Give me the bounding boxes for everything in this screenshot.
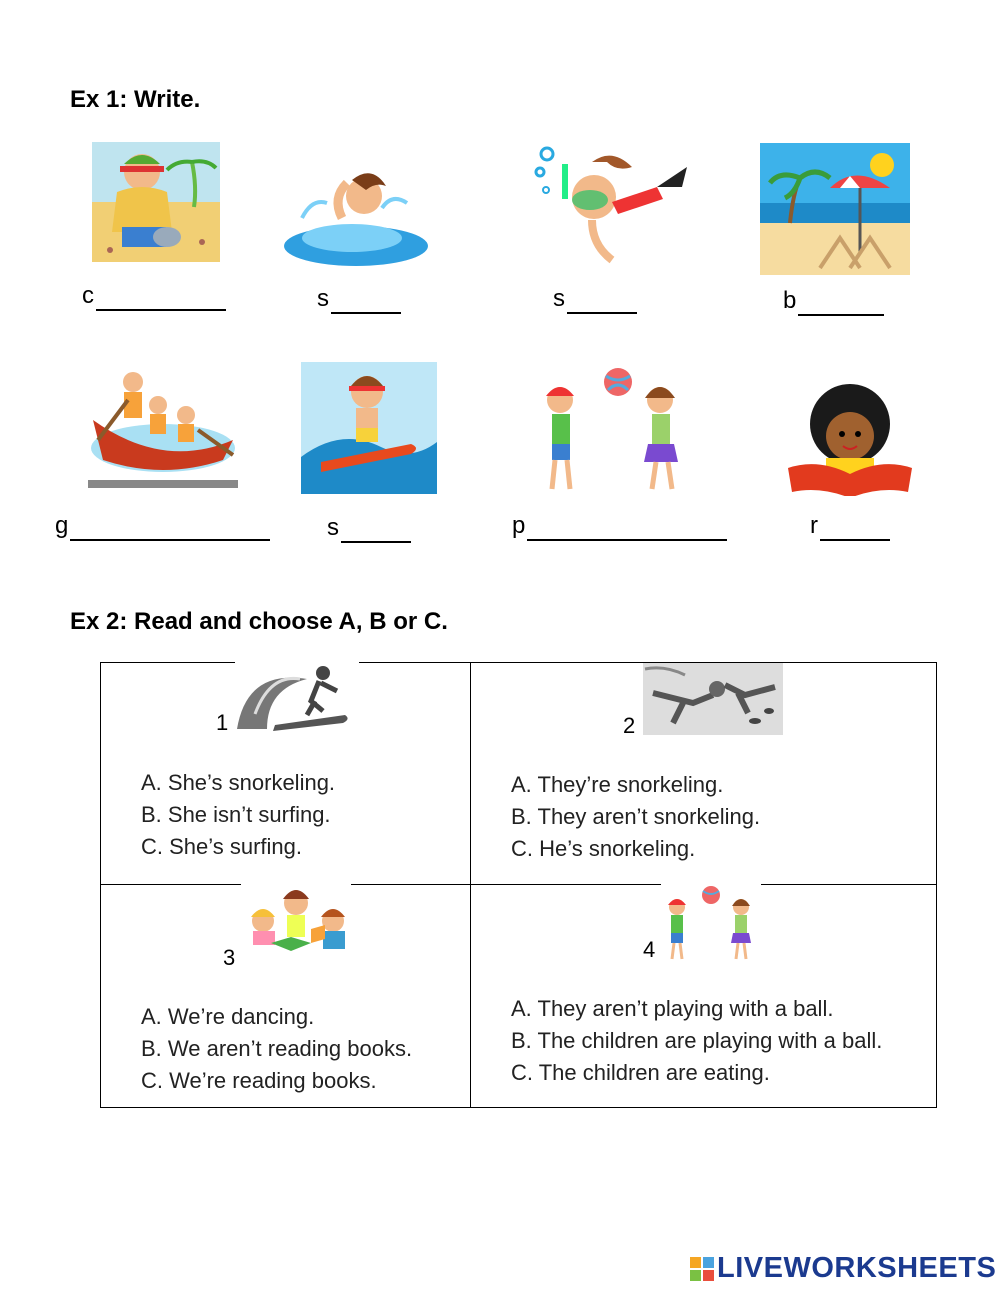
option-a[interactable]: A. They aren’t playing with a ball.	[511, 996, 834, 1021]
question-number: 3	[223, 945, 236, 970]
question-number: 2	[623, 713, 636, 738]
ex1-title: Ex 1: Write.	[70, 86, 201, 113]
playing-ball-icon	[540, 364, 698, 494]
snorkeling-icon	[532, 142, 690, 266]
option-c[interactable]: C. We’re reading books.	[141, 1068, 377, 1093]
canoe-icon	[88, 360, 238, 490]
options-list	[141, 767, 335, 863]
option-b[interactable]: B. She isn’t surfing.	[141, 802, 331, 827]
collecting-shells-icon	[92, 142, 220, 262]
ex1-blank-3: s	[553, 285, 637, 314]
answer-input-6[interactable]	[341, 519, 411, 543]
answer-input-3[interactable]	[567, 290, 637, 314]
logo-text: LIVEWORKSHEETS	[717, 1252, 997, 1284]
question-cell-3	[101, 885, 471, 1108]
answer-input-5[interactable]	[70, 517, 270, 541]
beach-icon	[760, 143, 910, 275]
option-c[interactable]: C. The children are eating.	[511, 1060, 770, 1085]
ex1-blank-4: b	[783, 287, 884, 316]
swimming-icon	[282, 158, 430, 270]
snorkelers-icon	[643, 663, 783, 735]
option-b[interactable]: B. We aren’t reading books.	[141, 1036, 413, 1061]
liveworksheets-logo[interactable]	[690, 1252, 996, 1285]
question-cell-2	[471, 663, 937, 885]
ex1-blank-6: s	[327, 514, 411, 543]
children-playing-ball-icon	[661, 883, 761, 961]
surfing-icon	[301, 362, 437, 494]
options-list	[141, 1001, 412, 1097]
question-number: 4	[643, 937, 656, 962]
option-c[interactable]: C. She’s surfing.	[141, 834, 303, 859]
question-cell-4	[471, 885, 937, 1108]
quiz-table	[100, 662, 937, 1108]
option-a[interactable]: A. We’re dancing.	[141, 1004, 315, 1029]
liveworksheets-logo-icon	[690, 1257, 714, 1281]
answer-input-8[interactable]	[820, 517, 890, 541]
question-number: 1	[216, 710, 229, 735]
option-a[interactable]: A. They’re snorkeling.	[511, 772, 724, 797]
answer-input-1[interactable]	[96, 287, 226, 311]
answer-input-4[interactable]	[798, 292, 884, 316]
ex2-title: Ex 2: Read and choose A, B or C.	[70, 608, 448, 635]
ex1-blank-1: c	[82, 282, 226, 311]
option-c[interactable]: C. He’s snorkeling.	[511, 836, 696, 861]
surfing-girl-icon	[235, 659, 359, 735]
question-cell-1	[101, 663, 471, 885]
answer-input-7[interactable]	[527, 517, 727, 541]
ex1-blank-2: s	[317, 285, 401, 314]
children-reading-icon	[241, 881, 351, 961]
option-a[interactable]: A. She’s snorkeling.	[141, 770, 336, 795]
option-b[interactable]: B. The children are playing with a ball.	[511, 1028, 883, 1053]
options-list	[511, 769, 760, 865]
reading-icon	[786, 380, 914, 496]
answer-input-2[interactable]	[331, 290, 401, 314]
options-list	[511, 993, 882, 1089]
option-b[interactable]: B. They aren’t snorkeling.	[511, 804, 761, 829]
ex1-blank-8: r	[810, 512, 890, 541]
ex1-blank-7: p	[512, 512, 727, 541]
ex1-blank-5: g	[55, 512, 270, 541]
